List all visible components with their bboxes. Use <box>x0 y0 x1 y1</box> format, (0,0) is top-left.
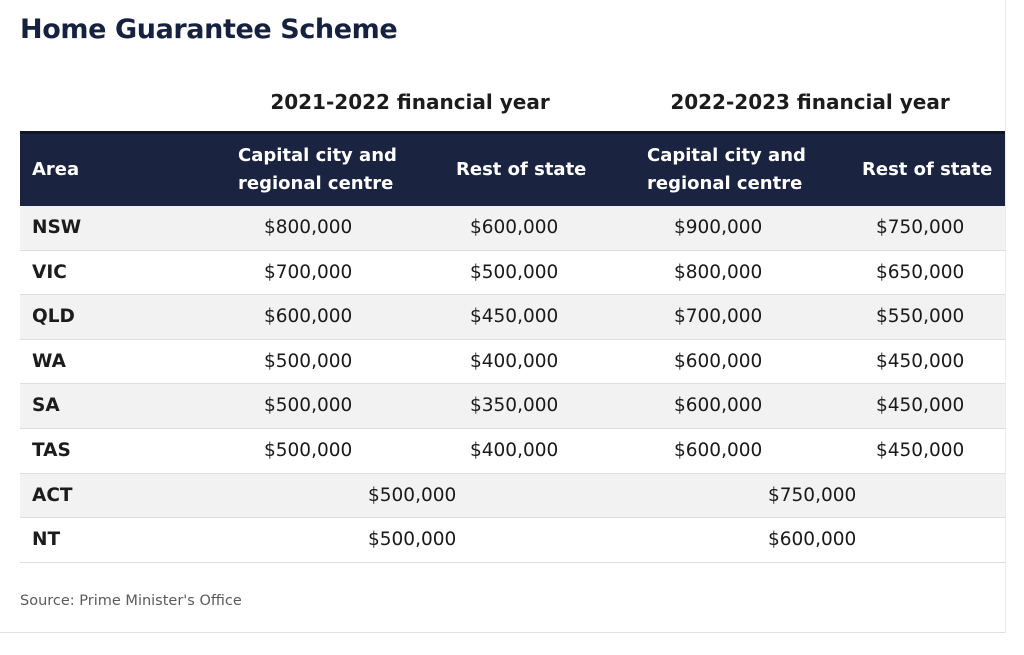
cell-rest-2022: $550,000 <box>876 306 965 328</box>
cell-rest-2021: $600,000 <box>470 217 559 238</box>
table-row <box>20 474 1005 519</box>
cell-rest-2021: $400,000 <box>470 439 559 461</box>
cell-merged-2021: $500,000 <box>368 529 457 551</box>
data-table <box>20 131 1005 563</box>
cell-rest-2022: $450,000 <box>876 350 965 372</box>
table-row <box>20 251 1005 296</box>
row-area: WA <box>32 350 66 372</box>
column-header-capital-2021 <box>238 134 408 206</box>
column-header-line: Capital city and <box>647 145 806 166</box>
cell-rest-2022: $650,000 <box>876 261 965 283</box>
cell-merged-2022: $600,000 <box>768 529 857 551</box>
table-row <box>20 429 1005 474</box>
cell-capital-2022: $900,000 <box>674 217 763 238</box>
cell-capital-2021: $700,000 <box>264 261 353 283</box>
cell-capital-2022: $600,000 <box>674 395 763 417</box>
column-header-rest-2022: Rest of state <box>862 159 993 180</box>
cell-capital-2022: $600,000 <box>674 350 763 372</box>
table-row <box>20 340 1005 385</box>
year-header-2021-2022: 2021-2022 financial year <box>270 90 550 114</box>
row-area: QLD <box>32 306 75 328</box>
cell-rest-2022: $450,000 <box>876 439 965 461</box>
cell-capital-2021: $800,000 <box>264 217 353 238</box>
column-header-area: Area <box>32 159 80 180</box>
cell-merged-2022: $750,000 <box>768 484 857 506</box>
column-header-capital-2022 <box>647 134 817 206</box>
table-row <box>20 295 1005 340</box>
cell-rest-2022: $750,000 <box>876 217 965 238</box>
table-row <box>20 384 1005 429</box>
column-header-line: Capital city and <box>238 145 397 166</box>
cell-rest-2021: $450,000 <box>470 306 559 328</box>
cell-merged-2021: $500,000 <box>368 484 457 506</box>
source-note: Source: Prime Minister's Office <box>20 593 242 609</box>
row-area: VIC <box>32 261 67 283</box>
cell-rest-2021: $400,000 <box>470 350 559 372</box>
cell-rest-2021: $350,000 <box>470 395 559 417</box>
cell-rest-2022: $450,000 <box>876 395 965 417</box>
table-header <box>20 131 1005 206</box>
table-row <box>20 518 1005 563</box>
column-header-line: regional centre <box>238 173 394 194</box>
page-title: Home Guarantee Scheme <box>20 14 398 45</box>
row-area: NT <box>32 529 61 551</box>
row-area: TAS <box>32 439 71 461</box>
cell-capital-2021: $500,000 <box>264 395 353 417</box>
cell-capital-2021: $600,000 <box>264 306 353 328</box>
row-area: ACT <box>32 484 73 506</box>
row-area: NSW <box>32 217 82 238</box>
cell-rest-2021: $500,000 <box>470 261 559 283</box>
row-area: SA <box>32 395 60 417</box>
column-header-line: regional centre <box>647 173 803 194</box>
cell-capital-2022: $600,000 <box>674 439 763 461</box>
year-header-2022-2023: 2022-2023 financial year <box>670 90 950 114</box>
column-header-rest-2021: Rest of state <box>456 159 587 180</box>
table-row <box>20 206 1005 251</box>
cell-capital-2021: $500,000 <box>264 439 353 461</box>
cell-capital-2021: $500,000 <box>264 350 353 372</box>
table-body <box>20 206 1005 563</box>
cell-capital-2022: $800,000 <box>674 261 763 283</box>
cell-capital-2022: $700,000 <box>674 306 763 328</box>
